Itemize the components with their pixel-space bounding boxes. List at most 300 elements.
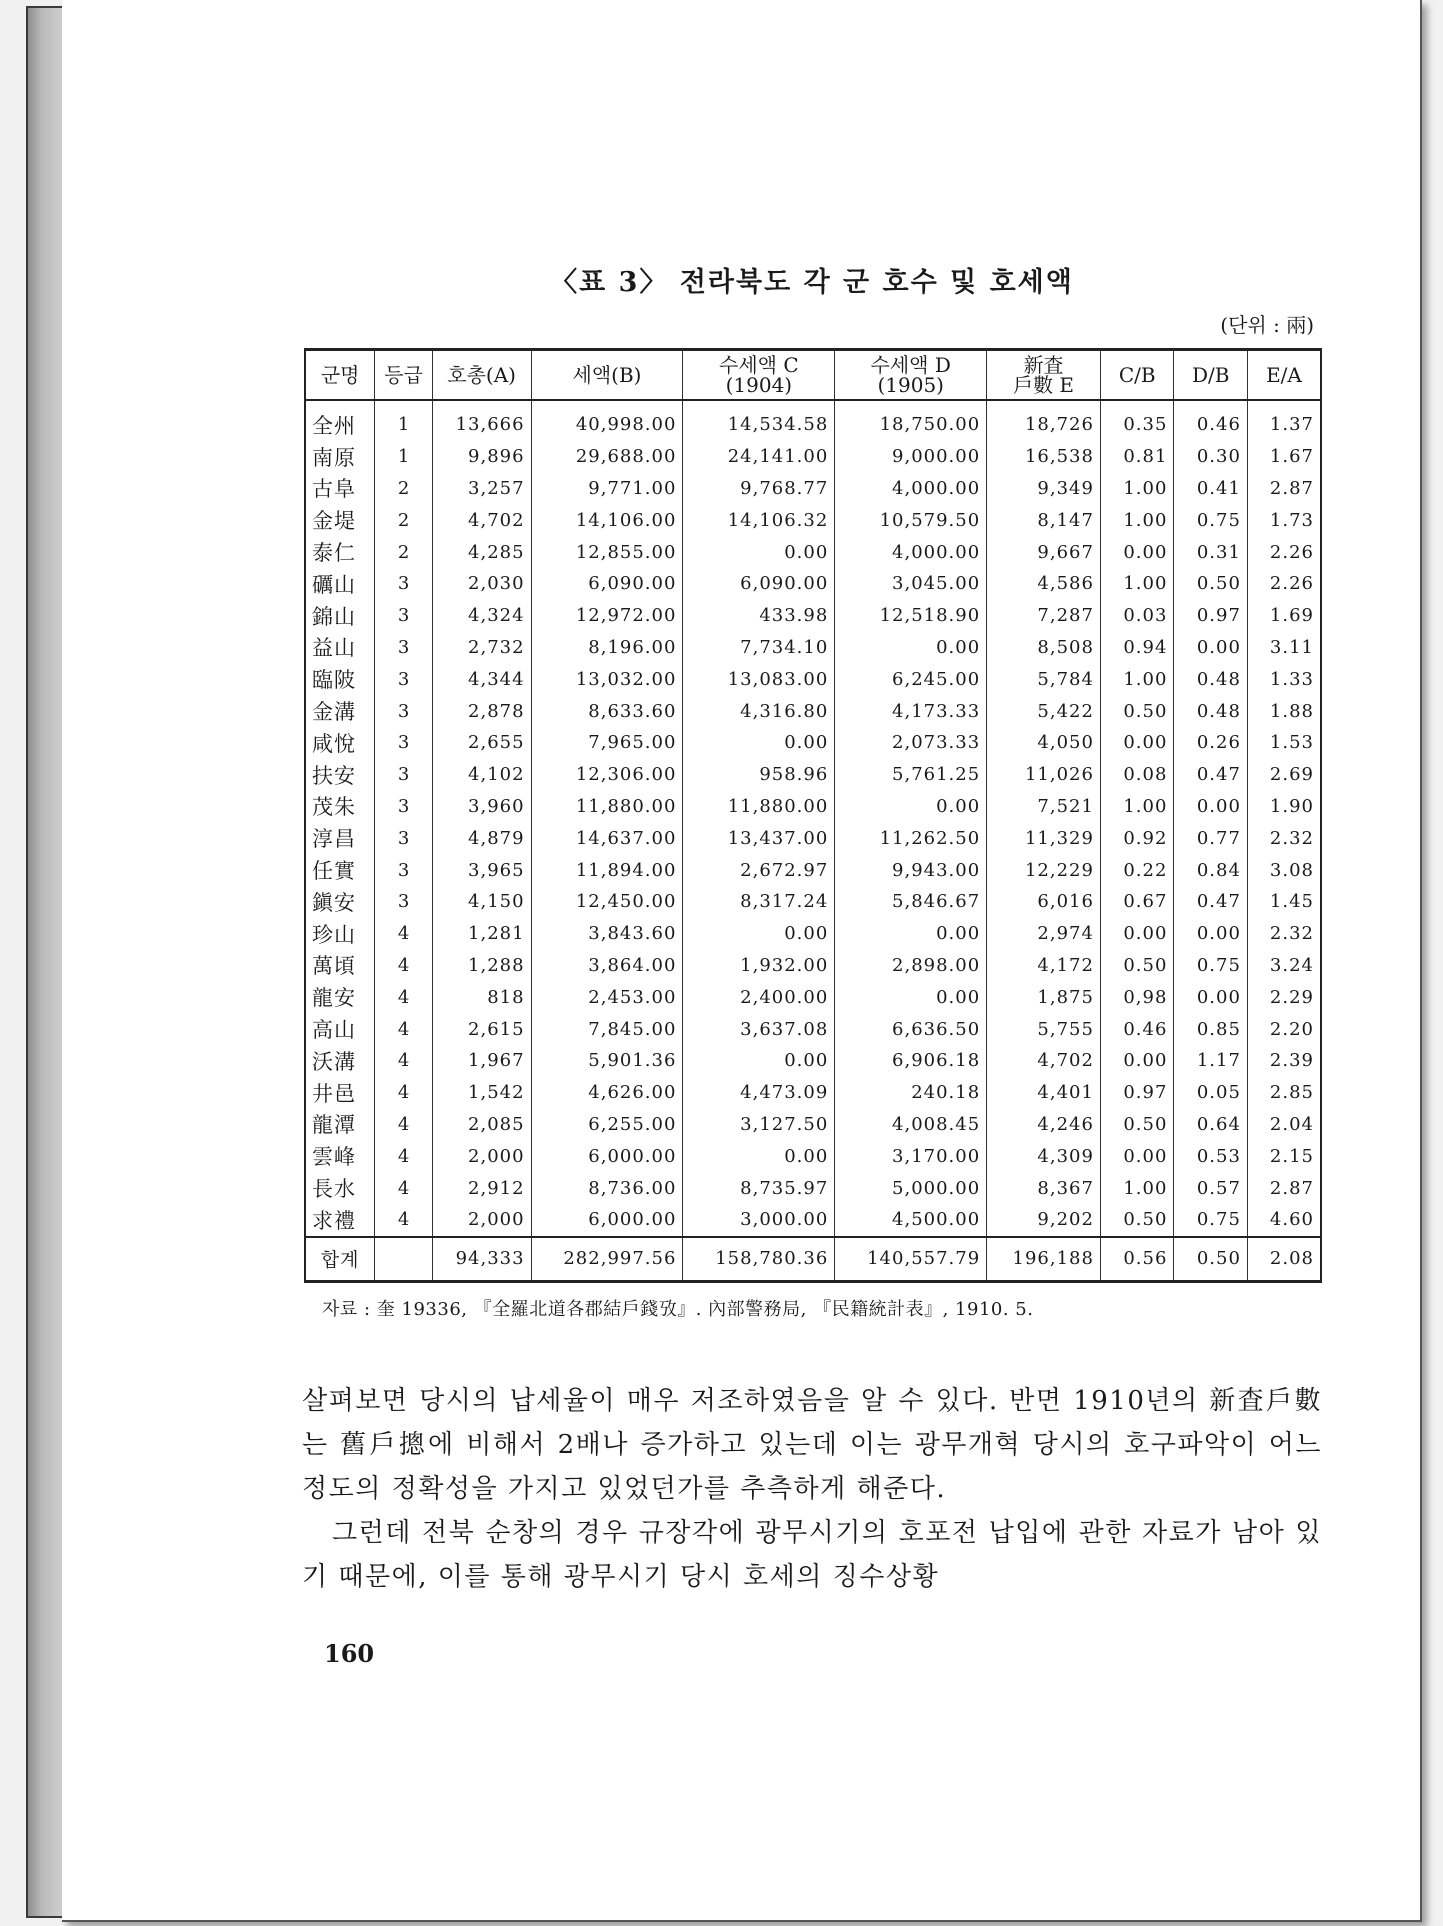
table-cell: 2.85	[1247, 1077, 1321, 1109]
table-cell: 2.39	[1247, 1045, 1321, 1077]
table-cell: 3,864.00	[531, 950, 683, 982]
table-cell: 0.00	[1100, 1140, 1173, 1172]
table-cell: 4,473.09	[683, 1077, 835, 1109]
table-cell: 12,450.00	[531, 886, 683, 918]
table-cell: 0.97	[1100, 1077, 1173, 1109]
table-row	[305, 854, 1321, 886]
table-cell: 9,768.77	[683, 473, 835, 505]
table-cell: 3.24	[1247, 950, 1321, 982]
book-spine	[26, 6, 64, 1918]
table-cell: 3,257	[432, 473, 531, 505]
table-cell: 13,083.00	[683, 663, 835, 695]
table-cell: 8,508	[987, 632, 1101, 664]
table-cell: 6,636.50	[835, 1013, 987, 1045]
table-cell: 5,761.25	[835, 759, 987, 791]
column-header	[432, 350, 531, 401]
table-cell: 鎭安	[305, 886, 375, 918]
table-cell: 196,188	[987, 1237, 1101, 1282]
unit-label: (단위 : 兩)	[1220, 313, 1314, 337]
table-cell: 0.77	[1174, 822, 1247, 854]
table-cell: 5,755	[987, 1013, 1101, 1045]
table-cell: 14,106.32	[683, 504, 835, 536]
table-cell: 4,172	[987, 950, 1101, 982]
table-cell: 2.26	[1247, 536, 1321, 568]
table-cell: 1.69	[1247, 600, 1321, 632]
table-cell: 958.96	[683, 759, 835, 791]
table-cell: 12,306.00	[531, 759, 683, 791]
table-cell: 18,750.00	[835, 400, 987, 441]
table-row	[305, 663, 1321, 695]
table-cell: 求禮	[305, 1204, 375, 1237]
column-header-label: 군명	[320, 363, 360, 387]
table-cell: 1.88	[1247, 695, 1321, 727]
table-cell: 扶安	[305, 759, 375, 791]
table-cell: 4,586	[987, 568, 1101, 600]
table-cell: 3,000.00	[683, 1204, 835, 1237]
table-row	[305, 918, 1321, 950]
page-content	[302, 260, 1322, 1668]
table-cell: 4,324	[432, 600, 531, 632]
table-cell: 18,726	[987, 400, 1101, 441]
column-header-label: 등급	[384, 363, 423, 387]
table-cell: 1,875	[987, 981, 1101, 1013]
table-cell: 萬頃	[305, 950, 375, 982]
table-cell: 0.00	[683, 536, 835, 568]
table-cell: 0.50	[1100, 950, 1173, 982]
table-cell: 4,879	[432, 822, 531, 854]
table-cell: 0.48	[1174, 695, 1247, 727]
table-row	[305, 759, 1321, 791]
table-cell: 8,633.60	[531, 695, 683, 727]
table-cell: 0.00	[835, 791, 987, 823]
table-row	[305, 822, 1321, 854]
table-row	[305, 568, 1321, 600]
column-header-label: 新査	[1023, 353, 1064, 377]
table-cell: 礪山	[305, 568, 375, 600]
column-header-label: 수세액 D	[870, 353, 951, 377]
table-cell: 4,173.33	[835, 695, 987, 727]
table-cell: 12,855.00	[531, 536, 683, 568]
column-header	[683, 350, 835, 401]
table-cell: 11,880.00	[683, 791, 835, 823]
table-cell: 0.30	[1174, 441, 1247, 473]
table-cell: 3	[375, 663, 432, 695]
table-cell: 2.29	[1247, 981, 1321, 1013]
table-cell: 2,912	[432, 1172, 531, 1204]
table-row	[305, 536, 1321, 568]
table-cell: 1.00	[1100, 791, 1173, 823]
table-cell: 2.04	[1247, 1109, 1321, 1141]
table-cell: 2.08	[1247, 1237, 1321, 1282]
column-header	[305, 350, 375, 401]
table-cell: 2,655	[432, 727, 531, 759]
table-cell: 3,965	[432, 854, 531, 886]
table-row	[305, 886, 1321, 918]
table-cell: 0.85	[1174, 1013, 1247, 1045]
table-cell: 2,615	[432, 1013, 531, 1045]
table-cell: 0.00	[1174, 918, 1247, 950]
table-cell: 2	[375, 504, 432, 536]
table-cell: 南原	[305, 441, 375, 473]
table-cell: 0.67	[1100, 886, 1173, 918]
column-header-label: C/B	[1118, 363, 1156, 387]
table-cell: 4	[375, 1077, 432, 1109]
column-header	[987, 350, 1101, 401]
table-cell: 1.53	[1247, 727, 1321, 759]
table-cell: 珍山	[305, 918, 375, 950]
table-cell: 長水	[305, 1172, 375, 1204]
table-cell: 3,045.00	[835, 568, 987, 600]
table-cell: 6,245.00	[835, 663, 987, 695]
table-cell: 1.00	[1100, 504, 1173, 536]
table-cell: 6,090.00	[683, 568, 835, 600]
table-cell: 24,141.00	[683, 441, 835, 473]
table-cell: 8,317.24	[683, 886, 835, 918]
table-cell: 4	[375, 918, 432, 950]
table-cell: 5,000.00	[835, 1172, 987, 1204]
table-cell: 4,401	[987, 1077, 1101, 1109]
table-cell: 淳昌	[305, 822, 375, 854]
table-cell: 全州	[305, 400, 375, 441]
table-cell: 0.08	[1100, 759, 1173, 791]
table-row	[305, 791, 1321, 823]
table-row	[305, 600, 1321, 632]
table-cell: 2.32	[1247, 822, 1321, 854]
table-cell: 0.50	[1100, 1109, 1173, 1141]
table-cell: 2,030	[432, 568, 531, 600]
table-cell: 0.47	[1174, 886, 1247, 918]
table-cell: 2,898.00	[835, 950, 987, 982]
table-cell: 2,073.33	[835, 727, 987, 759]
table-cell: 5,846.67	[835, 886, 987, 918]
table-cell: 10,579.50	[835, 504, 987, 536]
table-cell: 0.92	[1100, 822, 1173, 854]
table-cell: 4,702	[987, 1045, 1101, 1077]
table-cell: 茂朱	[305, 791, 375, 823]
table-cell: 12,229	[987, 854, 1101, 886]
table-cell: 0.00	[683, 727, 835, 759]
table-cell: 13,032.00	[531, 663, 683, 695]
table-cell: 8,367	[987, 1172, 1101, 1204]
table-cell: 0.94	[1100, 632, 1173, 664]
table-row	[305, 473, 1321, 505]
table-row	[305, 1045, 1321, 1077]
table-title: 〈표 3〉 전라북도 각 군 호수 및 호세액	[550, 267, 1074, 298]
table-cell: 4,500.00	[835, 1204, 987, 1237]
table-cell: 4	[375, 1140, 432, 1172]
table-cell: 29,688.00	[531, 441, 683, 473]
table-total-row	[305, 1237, 1321, 1282]
table-cell: 11,262.50	[835, 822, 987, 854]
source-note: 자료 : 奎 19336, 『全羅北道各郡結戶錢攷』. 內部警務局, 『民籍統計表』, 1910. 5.	[322, 1298, 1034, 1320]
table-cell: 3	[375, 600, 432, 632]
table-row	[305, 950, 1321, 982]
table-cell: 4,150	[432, 886, 531, 918]
table-cell: 240.18	[835, 1077, 987, 1109]
column-header-label: D/B	[1191, 363, 1230, 387]
table-cell: 0.97	[1174, 600, 1247, 632]
table-cell: 1.00	[1100, 1172, 1173, 1204]
table-cell: 0.00	[835, 918, 987, 950]
table-cell: 6,090.00	[531, 568, 683, 600]
table-cell: 11,894.00	[531, 854, 683, 886]
table-cell: 0.00	[835, 632, 987, 664]
household-tax-table	[304, 348, 1322, 1283]
table-row	[305, 1204, 1321, 1237]
table-cell: 2.69	[1247, 759, 1321, 791]
table-cell: 1.33	[1247, 663, 1321, 695]
table-cell: 4	[375, 1172, 432, 1204]
table-cell: 9,943.00	[835, 854, 987, 886]
table-cell: 1.17	[1174, 1045, 1247, 1077]
table-cell: 4,316.80	[683, 695, 835, 727]
table-row	[305, 1140, 1321, 1172]
table-cell: 2,000	[432, 1140, 531, 1172]
table-cell: 9,771.00	[531, 473, 683, 505]
table-cell: 0.56	[1100, 1237, 1173, 1282]
table-cell: 錦山	[305, 600, 375, 632]
table-cell: 4,000.00	[835, 473, 987, 505]
column-header	[1174, 350, 1247, 401]
table-cell: 雲峰	[305, 1140, 375, 1172]
table-cell: 0.64	[1174, 1109, 1247, 1141]
table-cell: 龍安	[305, 981, 375, 1013]
table-cell: 1,932.00	[683, 950, 835, 982]
table-cell: 1.00	[1100, 473, 1173, 505]
table-cell: 8,147	[987, 504, 1101, 536]
table-cell: 0.75	[1174, 950, 1247, 982]
table-cell: 0.50	[1100, 1204, 1173, 1237]
table-cell: 2,878	[432, 695, 531, 727]
paragraph-2: 그런데 전북 순창의 경우 규장각에 광무시기의 호포전 납입에 관한 자료가 남아 있기 때문에, 이를 통해 광무시기 당시 호세의 징수상황	[302, 1517, 1322, 1592]
table-cell: 433.98	[683, 600, 835, 632]
table-cell: 3,960	[432, 791, 531, 823]
table-cell: 1.90	[1247, 791, 1321, 823]
table-cell: 40,998.00	[531, 400, 683, 441]
table-cell: 4,702	[432, 504, 531, 536]
table-cell: 94,333	[432, 1237, 531, 1282]
table-cell: 0.22	[1100, 854, 1173, 886]
table-cell: 0.75	[1174, 504, 1247, 536]
table-cell: 818	[432, 981, 531, 1013]
table-cell: 2.87	[1247, 473, 1321, 505]
table-cell: 0.50	[1174, 568, 1247, 600]
table-cell: 2,085	[432, 1109, 531, 1141]
page-sheet	[62, 0, 1422, 1922]
table-cell: 9,202	[987, 1204, 1101, 1237]
table-row	[305, 1013, 1321, 1045]
table-cell: 2,672.97	[683, 854, 835, 886]
table-cell: 龍潭	[305, 1109, 375, 1141]
table-cell: 0.46	[1100, 1013, 1173, 1045]
table-cell: 益山	[305, 632, 375, 664]
table-cell: 井邑	[305, 1077, 375, 1109]
table-row	[305, 1109, 1321, 1141]
table-cell: 3	[375, 791, 432, 823]
table-cell: 9,896	[432, 441, 531, 473]
table-row	[305, 1172, 1321, 1204]
table-cell: 5,784	[987, 663, 1101, 695]
table-cell: 2,453.00	[531, 981, 683, 1013]
column-header-label: 수세액 C	[719, 353, 799, 377]
table-cell: 3,843.60	[531, 918, 683, 950]
table-cell: 金溝	[305, 695, 375, 727]
table-cell: 0.00	[683, 1045, 835, 1077]
table-cell: 13,666	[432, 400, 531, 441]
table-cell: 16,538	[987, 441, 1101, 473]
table-cell: 3	[375, 727, 432, 759]
table-cell: 0.48	[1174, 663, 1247, 695]
table-cell: 4,246	[987, 1109, 1101, 1141]
table-cell: 2,732	[432, 632, 531, 664]
table-cell: 4	[375, 1204, 432, 1237]
table-cell: 4,008.45	[835, 1109, 987, 1141]
table-cell: 1,542	[432, 1077, 531, 1109]
table-cell: 6,906.18	[835, 1045, 987, 1077]
column-header-label: E/A	[1266, 363, 1302, 387]
table-cell: 합계	[305, 1237, 375, 1282]
table-cell: 9,000.00	[835, 441, 987, 473]
table-cell: 0.00	[1100, 727, 1173, 759]
table-row	[305, 400, 1321, 441]
table-cell: 4,102	[432, 759, 531, 791]
table-cell: 0.41	[1174, 473, 1247, 505]
table-cell: 3.08	[1247, 854, 1321, 886]
table-cell: 0.03	[1100, 600, 1173, 632]
body-text	[302, 1379, 1322, 1599]
table-cell: 0.00	[683, 1140, 835, 1172]
table-cell: 4	[375, 1013, 432, 1045]
table-cell: 1.00	[1100, 568, 1173, 600]
table-cell: 高山	[305, 1013, 375, 1045]
table-cell: 14,637.00	[531, 822, 683, 854]
table-cell: 6,016	[987, 886, 1101, 918]
table-cell: 4,344	[432, 663, 531, 695]
table-cell: 3	[375, 822, 432, 854]
table-cell: 2.26	[1247, 568, 1321, 600]
table-cell: 5,901.36	[531, 1045, 683, 1077]
table-cell: 0.00	[1174, 981, 1247, 1013]
table-cell: 2.87	[1247, 1172, 1321, 1204]
table-cell: 4.60	[1247, 1204, 1321, 1237]
table-cell: 11,880.00	[531, 791, 683, 823]
table-cell: 2.32	[1247, 918, 1321, 950]
column-header-sublabel: (1904)	[725, 373, 793, 397]
paragraph-1: 살펴보면 당시의 납세율이 매우 저조하였음을 알 수 있다. 반면 1910년의 新査戶數는 舊戶摠에 비해서 2배나 증가하고 있는데 이는 광무개혁 당시의 호구파악이 어느 정도의 정확성을 가지고 있었던가를 추측하게 해준다.	[302, 1385, 1322, 1504]
table-cell: 1	[375, 441, 432, 473]
table-cell: 0.00	[683, 918, 835, 950]
table-cell: 泰仁	[305, 536, 375, 568]
table-cell: 14,534.58	[683, 400, 835, 441]
table-cell: 7,845.00	[531, 1013, 683, 1045]
table-cell: 7,965.00	[531, 727, 683, 759]
table-cell: 0.00	[1100, 1045, 1173, 1077]
table-cell: 0.05	[1174, 1077, 1247, 1109]
table-cell: 1,281	[432, 918, 531, 950]
table-cell: 4	[375, 1045, 432, 1077]
table-cell: 0.00	[1100, 536, 1173, 568]
table-cell: 4,309	[987, 1140, 1101, 1172]
table-cell: 1,967	[432, 1045, 531, 1077]
table-cell: 13,437.00	[683, 822, 835, 854]
column-header	[835, 350, 987, 401]
table-cell: 1.37	[1247, 400, 1321, 441]
table-cell: 3,637.08	[683, 1013, 835, 1045]
table-cell: 6,255.00	[531, 1109, 683, 1141]
table-row	[305, 441, 1321, 473]
table-cell: 8,735.97	[683, 1172, 835, 1204]
table-cell: 2.15	[1247, 1140, 1321, 1172]
table-cell: 9,349	[987, 473, 1101, 505]
table-cell: 3,170.00	[835, 1140, 987, 1172]
table-cell: 4,285	[432, 536, 531, 568]
table-cell: 4,050	[987, 727, 1101, 759]
table-cell: 4,626.00	[531, 1077, 683, 1109]
column-header-label: 호총(A)	[447, 363, 516, 387]
table-cell: 3	[375, 632, 432, 664]
table-cell: 4	[375, 1109, 432, 1141]
table-cell: 14,106.00	[531, 504, 683, 536]
table-cell: 2,400.00	[683, 981, 835, 1013]
table-cell: 0.00	[1174, 791, 1247, 823]
table-cell: 12,972.00	[531, 600, 683, 632]
table-row	[305, 981, 1321, 1013]
table-cell: 11,329	[987, 822, 1101, 854]
table-cell: 0.00	[1174, 632, 1247, 664]
table-cell: 3	[375, 568, 432, 600]
table-row	[305, 695, 1321, 727]
table-cell: 3	[375, 886, 432, 918]
table-cell: 0.57	[1174, 1172, 1247, 1204]
table-cell: 臨陂	[305, 663, 375, 695]
table-cell: 咸悅	[305, 727, 375, 759]
table-cell: 金堤	[305, 504, 375, 536]
column-header	[1247, 350, 1321, 401]
table-body	[305, 400, 1321, 1281]
table-cell: 0.00	[1100, 918, 1173, 950]
table-cell: 140,557.79	[835, 1237, 987, 1282]
table-cell: 1,288	[432, 950, 531, 982]
table-cell: 0.31	[1174, 536, 1247, 568]
table-cell: 11,026	[987, 759, 1101, 791]
table-cell: 8,196.00	[531, 632, 683, 664]
table-cell: 0.46	[1174, 400, 1247, 441]
table-cell: 1.67	[1247, 441, 1321, 473]
table-cell: 2,000	[432, 1204, 531, 1237]
page-number: 160	[324, 1638, 375, 1668]
table-cell: 282,997.56	[531, 1237, 683, 1282]
table-cell: 3	[375, 854, 432, 886]
table-cell: 1.73	[1247, 504, 1321, 536]
table-cell: 3,127.50	[683, 1109, 835, 1141]
table-cell: 古阜	[305, 473, 375, 505]
table-cell: 0.26	[1174, 727, 1247, 759]
table-cell: 0.50	[1100, 695, 1173, 727]
table-cell: 3	[375, 759, 432, 791]
table-cell: 3.11	[1247, 632, 1321, 664]
table-cell: 4	[375, 950, 432, 982]
column-header	[531, 350, 683, 401]
table-cell	[375, 1237, 432, 1282]
table-cell: 2	[375, 473, 432, 505]
table-cell: 12,518.90	[835, 600, 987, 632]
table-cell: 0.53	[1174, 1140, 1247, 1172]
table-cell: 0.47	[1174, 759, 1247, 791]
table-cell: 沃溝	[305, 1045, 375, 1077]
table-cell: 0.35	[1100, 400, 1173, 441]
table-cell: 6,000.00	[531, 1204, 683, 1237]
table-cell: 0.50	[1174, 1237, 1247, 1282]
